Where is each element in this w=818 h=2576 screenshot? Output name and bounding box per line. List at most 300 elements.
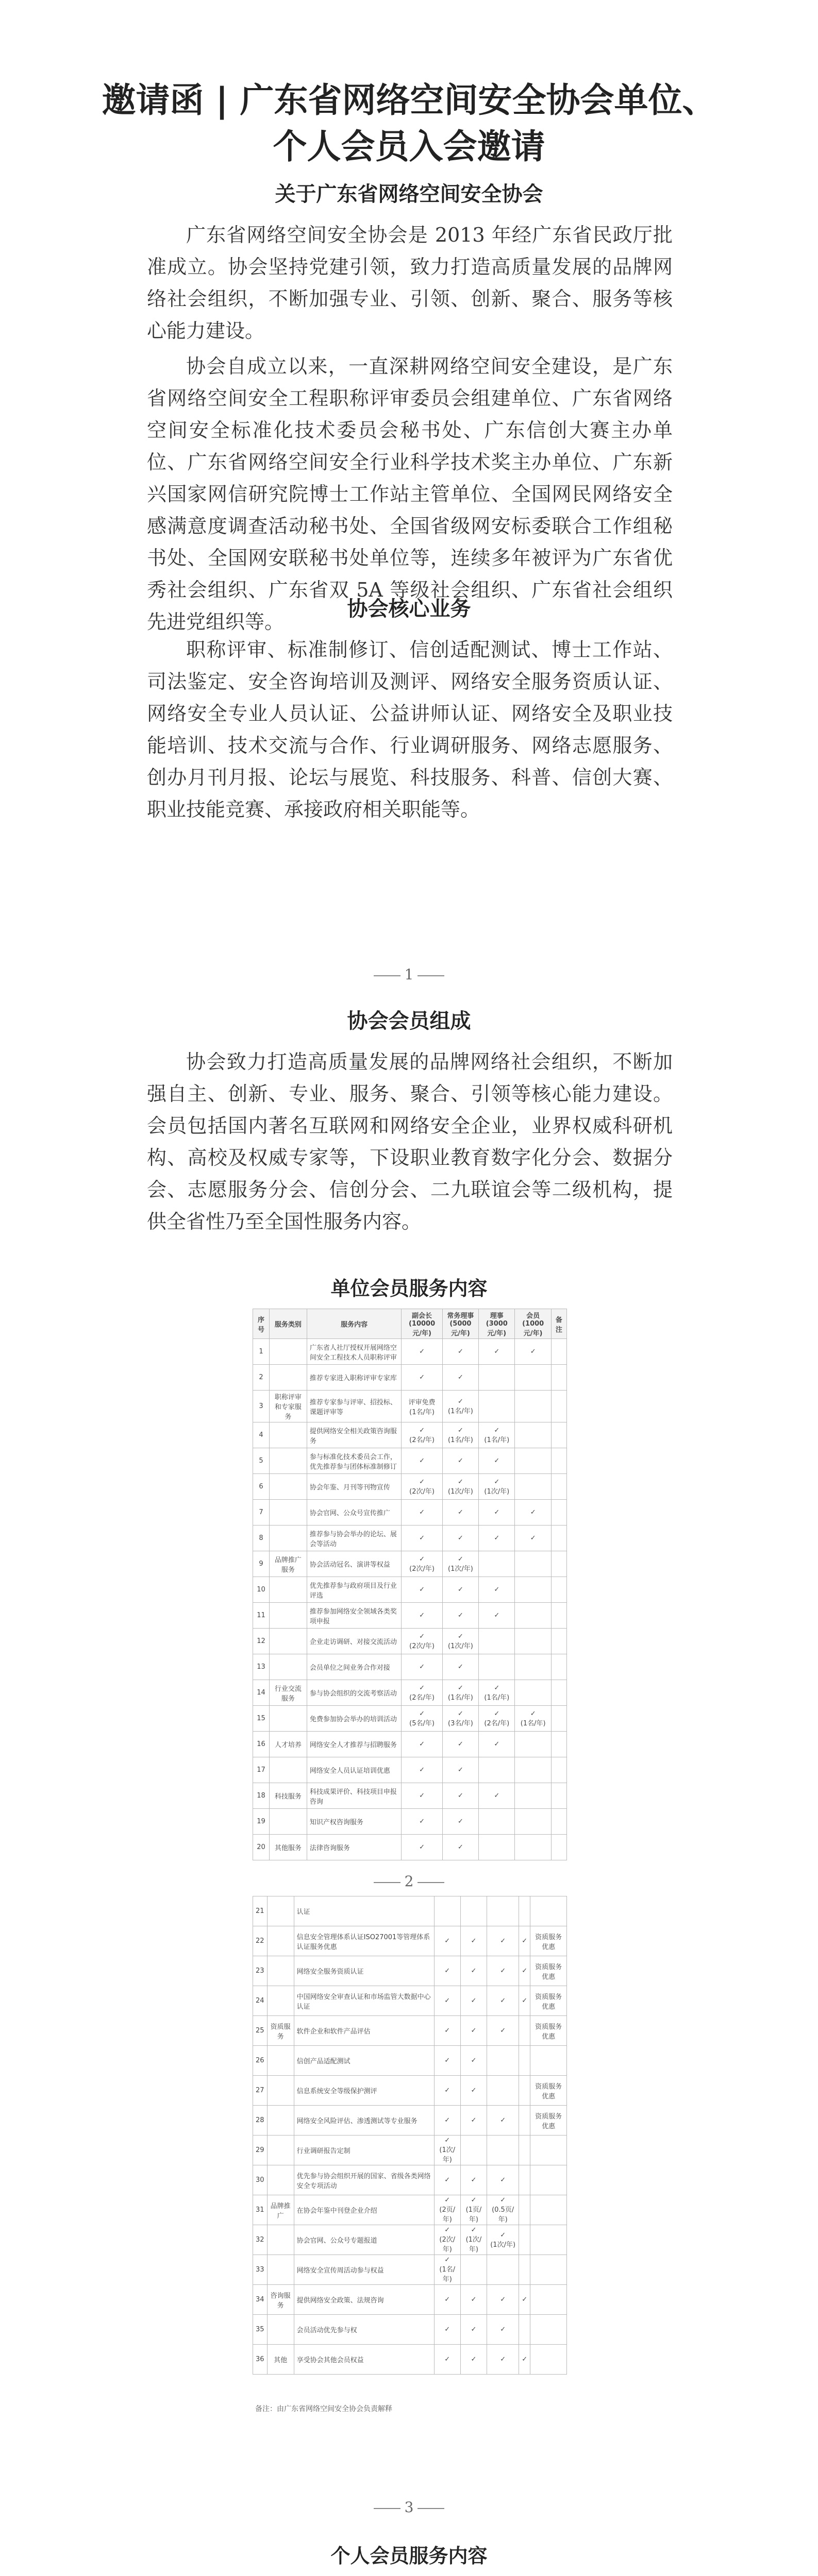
table-cell bbox=[519, 1896, 530, 1926]
table-cell: 1 bbox=[253, 1339, 270, 1365]
table-cell bbox=[479, 1551, 515, 1577]
table-cell: ✓ bbox=[487, 1926, 519, 1956]
table-cell: ✓ bbox=[460, 1956, 487, 1986]
table-cell bbox=[519, 2195, 530, 2225]
table-cell: ✓ bbox=[460, 2285, 487, 2315]
table-cell: ✓ bbox=[402, 1365, 442, 1391]
table-row bbox=[253, 1422, 567, 1448]
table-cell bbox=[269, 1654, 307, 1680]
table-cell bbox=[267, 2315, 294, 2345]
table-cell: 优先参与协会组织开展的国家、省级各类网络安全专项活动 bbox=[294, 2165, 434, 2195]
table-cell: ✓ bbox=[515, 1526, 551, 1551]
table-cell: 2 bbox=[253, 1365, 270, 1391]
table-cell: 资质服务优惠 bbox=[530, 1956, 567, 1986]
about-heading: 关于广东省网络空间安全协会 bbox=[275, 182, 543, 206]
table-cell bbox=[519, 2106, 530, 2136]
table-row bbox=[253, 1551, 567, 1577]
members-heading: 协会会员组成 bbox=[347, 1009, 471, 1033]
table-cell bbox=[479, 1757, 515, 1783]
table-cell bbox=[267, 2106, 294, 2136]
table-cell bbox=[551, 1680, 566, 1706]
table-cell bbox=[269, 1422, 307, 1448]
table-row bbox=[253, 1835, 567, 1860]
table-cell bbox=[267, 1896, 294, 1926]
page-title: 邀请函 | 广东省网络空间安全协会单位、 个人会员入会邀请 bbox=[102, 80, 716, 166]
table-cell: 网络安全人才推荐与招聘服务 bbox=[307, 1732, 402, 1757]
table-cell: 11 bbox=[253, 1603, 270, 1629]
table-cell bbox=[487, 2076, 519, 2106]
table-row bbox=[253, 1757, 567, 1783]
table-cell: 协会官网、公众号宣传推广 bbox=[307, 1500, 402, 1526]
table-cell bbox=[551, 1835, 566, 1860]
table-cell: ✓ bbox=[460, 1926, 487, 1956]
table-cell: ✓ bbox=[402, 1526, 442, 1551]
table-cell bbox=[269, 1500, 307, 1526]
table-cell: 资质服务优惠 bbox=[530, 1986, 567, 2016]
table-row bbox=[253, 2225, 567, 2255]
table-cell: ✓ bbox=[434, 1986, 460, 2016]
table-cell bbox=[269, 1339, 307, 1365]
unit-services-table-part2 bbox=[253, 1896, 567, 2375]
table-cell: 6 bbox=[253, 1474, 270, 1500]
table-cell bbox=[269, 1757, 307, 1783]
table-cell: ✓ bbox=[487, 1956, 519, 1986]
table-cell bbox=[515, 1809, 551, 1835]
table-cell bbox=[267, 2225, 294, 2255]
table-cell bbox=[551, 1365, 566, 1391]
table-cell bbox=[515, 1654, 551, 1680]
table-cell bbox=[551, 1732, 566, 1757]
table-cell bbox=[519, 2136, 530, 2165]
table-cell bbox=[434, 1896, 460, 1926]
table-cell: ✓ (1次/年) bbox=[487, 2225, 519, 2255]
table-cell bbox=[515, 1835, 551, 1860]
table-cell: ✓ bbox=[460, 2165, 487, 2195]
table-cell: ✓ bbox=[460, 2076, 487, 2106]
table-row bbox=[253, 1706, 567, 1732]
table-cell: 28 bbox=[253, 2106, 268, 2136]
table-cell: ✓ bbox=[442, 1500, 478, 1526]
table-cell: ✓ bbox=[442, 1339, 478, 1365]
table-cell: 会员单位之间业务合作对接 bbox=[307, 1654, 402, 1680]
table-cell: ✓ (1名/年) bbox=[442, 1391, 478, 1422]
table-row bbox=[253, 1809, 567, 1835]
table-cell bbox=[530, 2195, 567, 2225]
table-cell bbox=[551, 1783, 566, 1809]
table-cell: ✓ (1次/年) bbox=[442, 1629, 478, 1654]
table-cell: ✓ bbox=[402, 1835, 442, 1860]
table-row bbox=[253, 1500, 567, 1526]
table-cell bbox=[515, 1577, 551, 1603]
table-cell: 21 bbox=[253, 1896, 268, 1926]
table-cell: 免费参加协会举办的培训活动 bbox=[307, 1706, 402, 1732]
table-row bbox=[253, 1629, 567, 1654]
table-cell: ✓ bbox=[519, 1986, 530, 2016]
table-cell: ✓ (1名/年) bbox=[479, 1422, 515, 1448]
table-cell: ✓ bbox=[442, 1603, 478, 1629]
table-cell: 12 bbox=[253, 1629, 270, 1654]
table-cell: ✓ bbox=[519, 2285, 530, 2315]
table-cell bbox=[269, 1448, 307, 1474]
table-header-cell: 服务内容 bbox=[307, 1309, 402, 1339]
table-cell: 资质服务 bbox=[267, 2016, 294, 2046]
table-cell bbox=[515, 1422, 551, 1448]
table-cell: 24 bbox=[253, 1986, 268, 2016]
table-cell bbox=[551, 1757, 566, 1783]
table-cell: 20 bbox=[253, 1835, 270, 1860]
table-cell: 参与标准化技术委员会工作，优先推荐参与团体标准制修订 bbox=[307, 1448, 402, 1474]
table-cell bbox=[551, 1500, 566, 1526]
table-cell: ✓ bbox=[487, 1986, 519, 2016]
table-cell: 人才培养 bbox=[269, 1732, 307, 1757]
table-row bbox=[253, 1603, 567, 1629]
table-row bbox=[253, 1732, 567, 1757]
table-row bbox=[253, 1896, 567, 1926]
table-row bbox=[253, 2016, 567, 2046]
table-cell bbox=[530, 2285, 567, 2315]
table-cell bbox=[487, 2136, 519, 2165]
table-cell: ✓ (1次/年) bbox=[434, 2136, 460, 2165]
table-cell: 信创产品适配测试 bbox=[294, 2046, 434, 2076]
table-cell bbox=[551, 1391, 566, 1422]
table-cell bbox=[519, 2046, 530, 2076]
table-row bbox=[253, 1391, 567, 1422]
unit-services-caption: 单位会员服务内容 bbox=[330, 1277, 488, 1300]
table-cell: ✓ bbox=[460, 2046, 487, 2076]
table-cell bbox=[460, 1896, 487, 1926]
table-cell bbox=[269, 1577, 307, 1603]
table-cell: 信息安全管理体系认证ISO27001等管理体系认证服务优惠 bbox=[294, 1926, 434, 1956]
table-cell bbox=[530, 2136, 567, 2165]
table-cell: ✓ (2次/年) bbox=[402, 1551, 442, 1577]
table-row bbox=[253, 1448, 567, 1474]
table-cell bbox=[479, 1365, 515, 1391]
table-cell bbox=[269, 1603, 307, 1629]
table-cell: ✓ bbox=[434, 2165, 460, 2195]
table-cell: 会员活动优先参与权 bbox=[294, 2315, 434, 2345]
table-cell bbox=[551, 1422, 566, 1448]
table-cell bbox=[515, 1680, 551, 1706]
table-row bbox=[253, 1783, 567, 1809]
table-cell: ✓ bbox=[442, 1809, 478, 1835]
table-cell: ✓ bbox=[434, 2285, 460, 2315]
table-cell: ✓ (2次/年) bbox=[402, 1474, 442, 1500]
table-cell: 27 bbox=[253, 2076, 268, 2106]
table-cell bbox=[530, 2345, 567, 2375]
table-cell bbox=[551, 1629, 566, 1654]
table-cell: ✓ (2页/年) bbox=[434, 2195, 460, 2225]
table-cell bbox=[551, 1551, 566, 1577]
table-cell bbox=[267, 2165, 294, 2195]
table-cell bbox=[460, 2136, 487, 2165]
table-cell bbox=[515, 1603, 551, 1629]
table-cell: 18 bbox=[253, 1783, 270, 1809]
table-cell bbox=[269, 1629, 307, 1654]
unit-services-table-part1 bbox=[253, 1309, 567, 1860]
table-cell: ✓ (1名/年) bbox=[442, 1680, 478, 1706]
table-cell: ✓ bbox=[442, 1365, 478, 1391]
table-cell bbox=[551, 1706, 566, 1732]
table-cell: ✓ bbox=[434, 1926, 460, 1956]
table-cell: ✓ bbox=[434, 2046, 460, 2076]
table-cell: ✓ bbox=[434, 2315, 460, 2345]
table-cell: 推荐参加网络安全领域各类奖项申报 bbox=[307, 1603, 402, 1629]
table-cell: 8 bbox=[253, 1526, 270, 1551]
table-cell bbox=[269, 1474, 307, 1500]
table-cell bbox=[519, 2165, 530, 2195]
table-cell: ✓ bbox=[487, 2285, 519, 2315]
table-row bbox=[253, 1365, 567, 1391]
table-cell bbox=[479, 1391, 515, 1422]
table-cell: ✓ bbox=[434, 2076, 460, 2106]
table-cell: ✓ (1页/年) bbox=[460, 2195, 487, 2225]
table-cell: 在协会年鉴中刊登企业介绍 bbox=[294, 2195, 434, 2225]
table-cell: 16 bbox=[253, 1732, 270, 1757]
table-cell: ✓ (1次/年) bbox=[479, 1474, 515, 1500]
table-row bbox=[253, 1577, 567, 1603]
table-cell: 职称评审和专家服务 bbox=[269, 1391, 307, 1422]
table-cell: 协会官网、公众号专题报道 bbox=[294, 2225, 434, 2255]
table-cell bbox=[515, 1391, 551, 1422]
table-cell: 其他 bbox=[267, 2345, 294, 2375]
table-row bbox=[253, 1986, 567, 2016]
members-paragraph: 协会致力打造高质量发展的品牌网络社会组织，不断加强自主、创新、专业、服务、聚合、引领等核心能力建设。会员包括国内著名互联网和网络安全企业，业界权威科研机构、高校及权威专家等，下设职业教育数字化分会、数据分会、志愿服务分会、信创分会、二九联谊会等二级机构，提供全省性乃至全国性服务内容。 bbox=[147, 1050, 673, 1233]
table-row bbox=[253, 2136, 567, 2165]
table-cell: 14 bbox=[253, 1680, 270, 1706]
table-cell: ✓ (2名/年) bbox=[402, 1680, 442, 1706]
table-cell: 25 bbox=[253, 2016, 268, 2046]
table-cell: 行业交流服务 bbox=[269, 1680, 307, 1706]
table-cell: 中国网络安全审查认证和市场监管大数据中心认证 bbox=[294, 1986, 434, 2016]
table-cell: ✓ (1次/年) bbox=[442, 1551, 478, 1577]
table-cell bbox=[515, 1474, 551, 1500]
personal-services-caption: 个人会员服务内容 bbox=[330, 2544, 488, 2567]
table-cell: ✓ bbox=[442, 1835, 478, 1860]
table-cell: 10 bbox=[253, 1577, 270, 1603]
table-cell: 协会活动冠名、演讲等权益 bbox=[307, 1551, 402, 1577]
section-divider-1: 1 bbox=[0, 966, 818, 983]
table-row bbox=[253, 2046, 567, 2076]
table-cell: ✓ bbox=[442, 1577, 478, 1603]
table-cell bbox=[515, 1365, 551, 1391]
table-cell: 企业走访调研、对接交流活动 bbox=[307, 1629, 402, 1654]
table-header-cell: 会员 (1000元/年) bbox=[515, 1309, 551, 1339]
table-cell: ✓ (1名/年) bbox=[479, 1680, 515, 1706]
table-cell: ✓ bbox=[479, 1603, 515, 1629]
table-cell: ✓ bbox=[519, 1926, 530, 1956]
table-cell bbox=[551, 1339, 566, 1365]
table-cell: 法律咨询服务 bbox=[307, 1835, 402, 1860]
table-cell: 29 bbox=[253, 2136, 268, 2165]
table-cell: ✓ (2次/年) bbox=[434, 2225, 460, 2255]
table-cell: ✓ (2名/年) bbox=[402, 1422, 442, 1448]
table-cell: ✓ bbox=[460, 2106, 487, 2136]
table-row bbox=[253, 1680, 567, 1706]
table-cell: ✓ bbox=[402, 1809, 442, 1835]
table-cell: 网络安全服务资质认证 bbox=[294, 1956, 434, 1986]
table-cell: 网络安全人员认证培训优惠 bbox=[307, 1757, 402, 1783]
about-paragraph-1: 广东省网络空间安全协会是 2013 年经广东省民政厅批准成立。协会坚持党建引领，致力打造高质量发展的品牌网络社会组织，不断加强专业、引领、创新、聚合、服务等核心能力建设。 bbox=[147, 224, 673, 342]
table-cell: 5 bbox=[253, 1448, 270, 1474]
table-header-cell: 备注 bbox=[551, 1309, 566, 1339]
table-cell: 资质服务优惠 bbox=[530, 2106, 567, 2136]
table-row bbox=[253, 1339, 567, 1365]
table-cell bbox=[551, 1448, 566, 1474]
table-cell bbox=[551, 1603, 566, 1629]
table-cell bbox=[487, 2255, 519, 2285]
table-cell: ✓ (2名/年) bbox=[479, 1706, 515, 1732]
table-cell: ✓ bbox=[434, 2106, 460, 2136]
table-header-cell: 序号 bbox=[253, 1309, 270, 1339]
table-cell bbox=[551, 1809, 566, 1835]
table-cell: ✓ bbox=[479, 1448, 515, 1474]
table-cell bbox=[515, 1732, 551, 1757]
table-cell: ✓ bbox=[402, 1339, 442, 1365]
table-cell bbox=[487, 2046, 519, 2076]
table-cell: ✓ bbox=[442, 1757, 478, 1783]
table-cell: 34 bbox=[253, 2285, 268, 2315]
table-cell: 软件企业和软件产品评估 bbox=[294, 2016, 434, 2046]
table-cell: ✓ bbox=[460, 1986, 487, 2016]
table-cell: ✓ (3名/年) bbox=[442, 1706, 478, 1732]
table-cell bbox=[267, 2046, 294, 2076]
table-cell: 22 bbox=[253, 1926, 268, 1956]
table-cell bbox=[479, 1809, 515, 1835]
table-cell: ✓ (0.5页/年) bbox=[487, 2195, 519, 2225]
table-cell: ✓ (1名/年) bbox=[515, 1706, 551, 1732]
table-cell bbox=[530, 2225, 567, 2255]
table-cell: 网络安全宣传周活动参与权益 bbox=[294, 2255, 434, 2285]
table-cell: ✓ bbox=[487, 2016, 519, 2046]
table-cell: 7 bbox=[253, 1500, 270, 1526]
table-cell: 31 bbox=[253, 2195, 268, 2225]
table-cell: ✓ (2次/年) bbox=[402, 1629, 442, 1654]
table-cell: ✓ (5名/年) bbox=[402, 1706, 442, 1732]
table-cell: ✓ bbox=[442, 1654, 478, 1680]
table-cell: 优先推荐参与政府项目及行业评选 bbox=[307, 1577, 402, 1603]
table-cell bbox=[530, 2165, 567, 2195]
table-cell bbox=[519, 2016, 530, 2046]
table-cell: 品牌推广 bbox=[267, 2195, 294, 2225]
table-cell: ✓ bbox=[402, 1654, 442, 1680]
table-cell: 网络安全风险评估、渗透测试等专业服务 bbox=[294, 2106, 434, 2136]
table-row bbox=[253, 2285, 567, 2315]
table-cell: 33 bbox=[253, 2255, 268, 2285]
table-cell: ✓ bbox=[479, 1577, 515, 1603]
table-cell: 提供网络安全政策、法规咨询 bbox=[294, 2285, 434, 2315]
table-cell: 3 bbox=[253, 1391, 270, 1422]
table-cell: 享受协会其他会员权益 bbox=[294, 2345, 434, 2375]
table-row bbox=[253, 1926, 567, 1956]
table-cell bbox=[519, 2255, 530, 2285]
table-cell: ✓ bbox=[479, 1339, 515, 1365]
table-cell: ✓ bbox=[479, 1732, 515, 1757]
table-cell bbox=[479, 1654, 515, 1680]
section-divider-3: 3 bbox=[0, 2499, 818, 2516]
section-divider-2: 2 bbox=[0, 1873, 818, 1890]
table-cell: ✓ bbox=[402, 1603, 442, 1629]
table-cell: ✓ bbox=[402, 1732, 442, 1757]
table-cell bbox=[515, 1629, 551, 1654]
table-cell: ✓ bbox=[402, 1500, 442, 1526]
table-cell bbox=[530, 2046, 567, 2076]
table-cell: 17 bbox=[253, 1757, 270, 1783]
table-cell: ✓ bbox=[479, 1500, 515, 1526]
table-cell: ✓ bbox=[487, 2315, 519, 2345]
table-cell bbox=[551, 1526, 566, 1551]
about-paragraph-2: 协会自成立以来，一直深耕网络空间安全建设，是广东省网络空间安全工程职称评审委员会组建单位、广东省网络空间安全标准化技术委员会秘书处、广东信创大赛主办单位、广东省网络空间安全行业科学技术奖主办单位、广东新兴国家网信研究院博士工作站主管单位、全国网民网络安全感满意度调查活动秘书处、全国省级网安标委联合工作组秘书处、全国网安联秘书处单位等，连续多年被评为广东省优秀社会组织、广东省双 5A 等级社会组织、广东省社会组织先进党组织等。 bbox=[147, 355, 673, 633]
table-cell: 咨询服务 bbox=[267, 2285, 294, 2315]
table-cell bbox=[515, 1783, 551, 1809]
core-business-paragraph: 职称评审、标准制修订、信创适配测试、博士工作站、司法鉴定、安全咨询培训及测评、网络安全服务资质认证、网络安全专业人员认证、公益讲师认证、网络安全及职业技能培训、技术交流与合作、行业调研服务、网络志愿服务、创办月刊月报、论坛与展览、科技服务、科普、信创大赛、职业技能竞赛、承接政府相关职能等。 bbox=[147, 638, 673, 821]
table-cell: ✓ bbox=[442, 1732, 478, 1757]
table-cell: ✓ bbox=[442, 1783, 478, 1809]
table-cell: ✓ bbox=[479, 1783, 515, 1809]
table-cell bbox=[269, 1526, 307, 1551]
table-header-cell: 服务类别 bbox=[269, 1309, 307, 1339]
table-cell: 科技服务 bbox=[269, 1783, 307, 1809]
table-cell: 推荐参与协会举办的论坛、展会等活动 bbox=[307, 1526, 402, 1551]
table-row bbox=[253, 2106, 567, 2136]
table-row bbox=[253, 2315, 567, 2345]
table-row bbox=[253, 1474, 567, 1500]
table-header-cell: 常务理事 (5000元/年) bbox=[442, 1309, 478, 1339]
table-row bbox=[253, 2195, 567, 2225]
table-cell: 推荐专家进入职称评审专家库 bbox=[307, 1365, 402, 1391]
table-row bbox=[253, 2076, 567, 2106]
table-cell bbox=[269, 1809, 307, 1835]
table-cell bbox=[551, 1654, 566, 1680]
table-header-cell: 副会长 (10000元/年) bbox=[402, 1309, 442, 1339]
table-cell bbox=[267, 2255, 294, 2285]
table-cell: ✓ bbox=[402, 1577, 442, 1603]
table-cell: 35 bbox=[253, 2315, 268, 2345]
table-cell: 30 bbox=[253, 2165, 268, 2195]
table-cell: ✓ bbox=[519, 2345, 530, 2375]
table-cell: ✓ bbox=[442, 1526, 478, 1551]
table-cell: 认证 bbox=[294, 1896, 434, 1926]
table-cell: 广东省人社厅授权开展网络空间安全工程技术人员职称评审 bbox=[307, 1339, 402, 1365]
table-cell: ✓ bbox=[479, 1526, 515, 1551]
table-cell: ✓ bbox=[460, 2315, 487, 2345]
table-row bbox=[253, 1526, 567, 1551]
table-cell bbox=[269, 1706, 307, 1732]
table-cell bbox=[479, 1629, 515, 1654]
table-cell: 23 bbox=[253, 1956, 268, 1986]
table-cell bbox=[479, 1835, 515, 1860]
table-cell bbox=[515, 1757, 551, 1783]
table-cell: 推荐专家参与评审、招投标、课题评审等 bbox=[307, 1391, 402, 1422]
core-business-heading: 协会核心业务 bbox=[347, 597, 471, 621]
table-cell bbox=[519, 2225, 530, 2255]
table-cell: 协会年鉴、月刊等刊物宣传 bbox=[307, 1474, 402, 1500]
table-row bbox=[253, 2255, 567, 2285]
unit-table-note: 备注：由广东省网络空间安全协会负责解释 bbox=[255, 2405, 392, 2413]
table-cell: ✓ bbox=[519, 1956, 530, 1986]
table-cell: ✓ bbox=[434, 2345, 460, 2375]
table-cell bbox=[515, 1448, 551, 1474]
table-cell: 13 bbox=[253, 1654, 270, 1680]
table-cell: 资质服务优惠 bbox=[530, 2076, 567, 2106]
table-row bbox=[253, 2345, 567, 2375]
table-cell bbox=[515, 1551, 551, 1577]
table-cell: 品牌推广服务 bbox=[269, 1551, 307, 1577]
table-cell: ✓ bbox=[434, 2016, 460, 2046]
table-cell: 知识产权咨询服务 bbox=[307, 1809, 402, 1835]
table-cell: ✓ (1次/年) bbox=[460, 2225, 487, 2255]
table-cell: 资质服务优惠 bbox=[530, 2016, 567, 2046]
table-cell: 参与协会组织的交流考察活动 bbox=[307, 1680, 402, 1706]
